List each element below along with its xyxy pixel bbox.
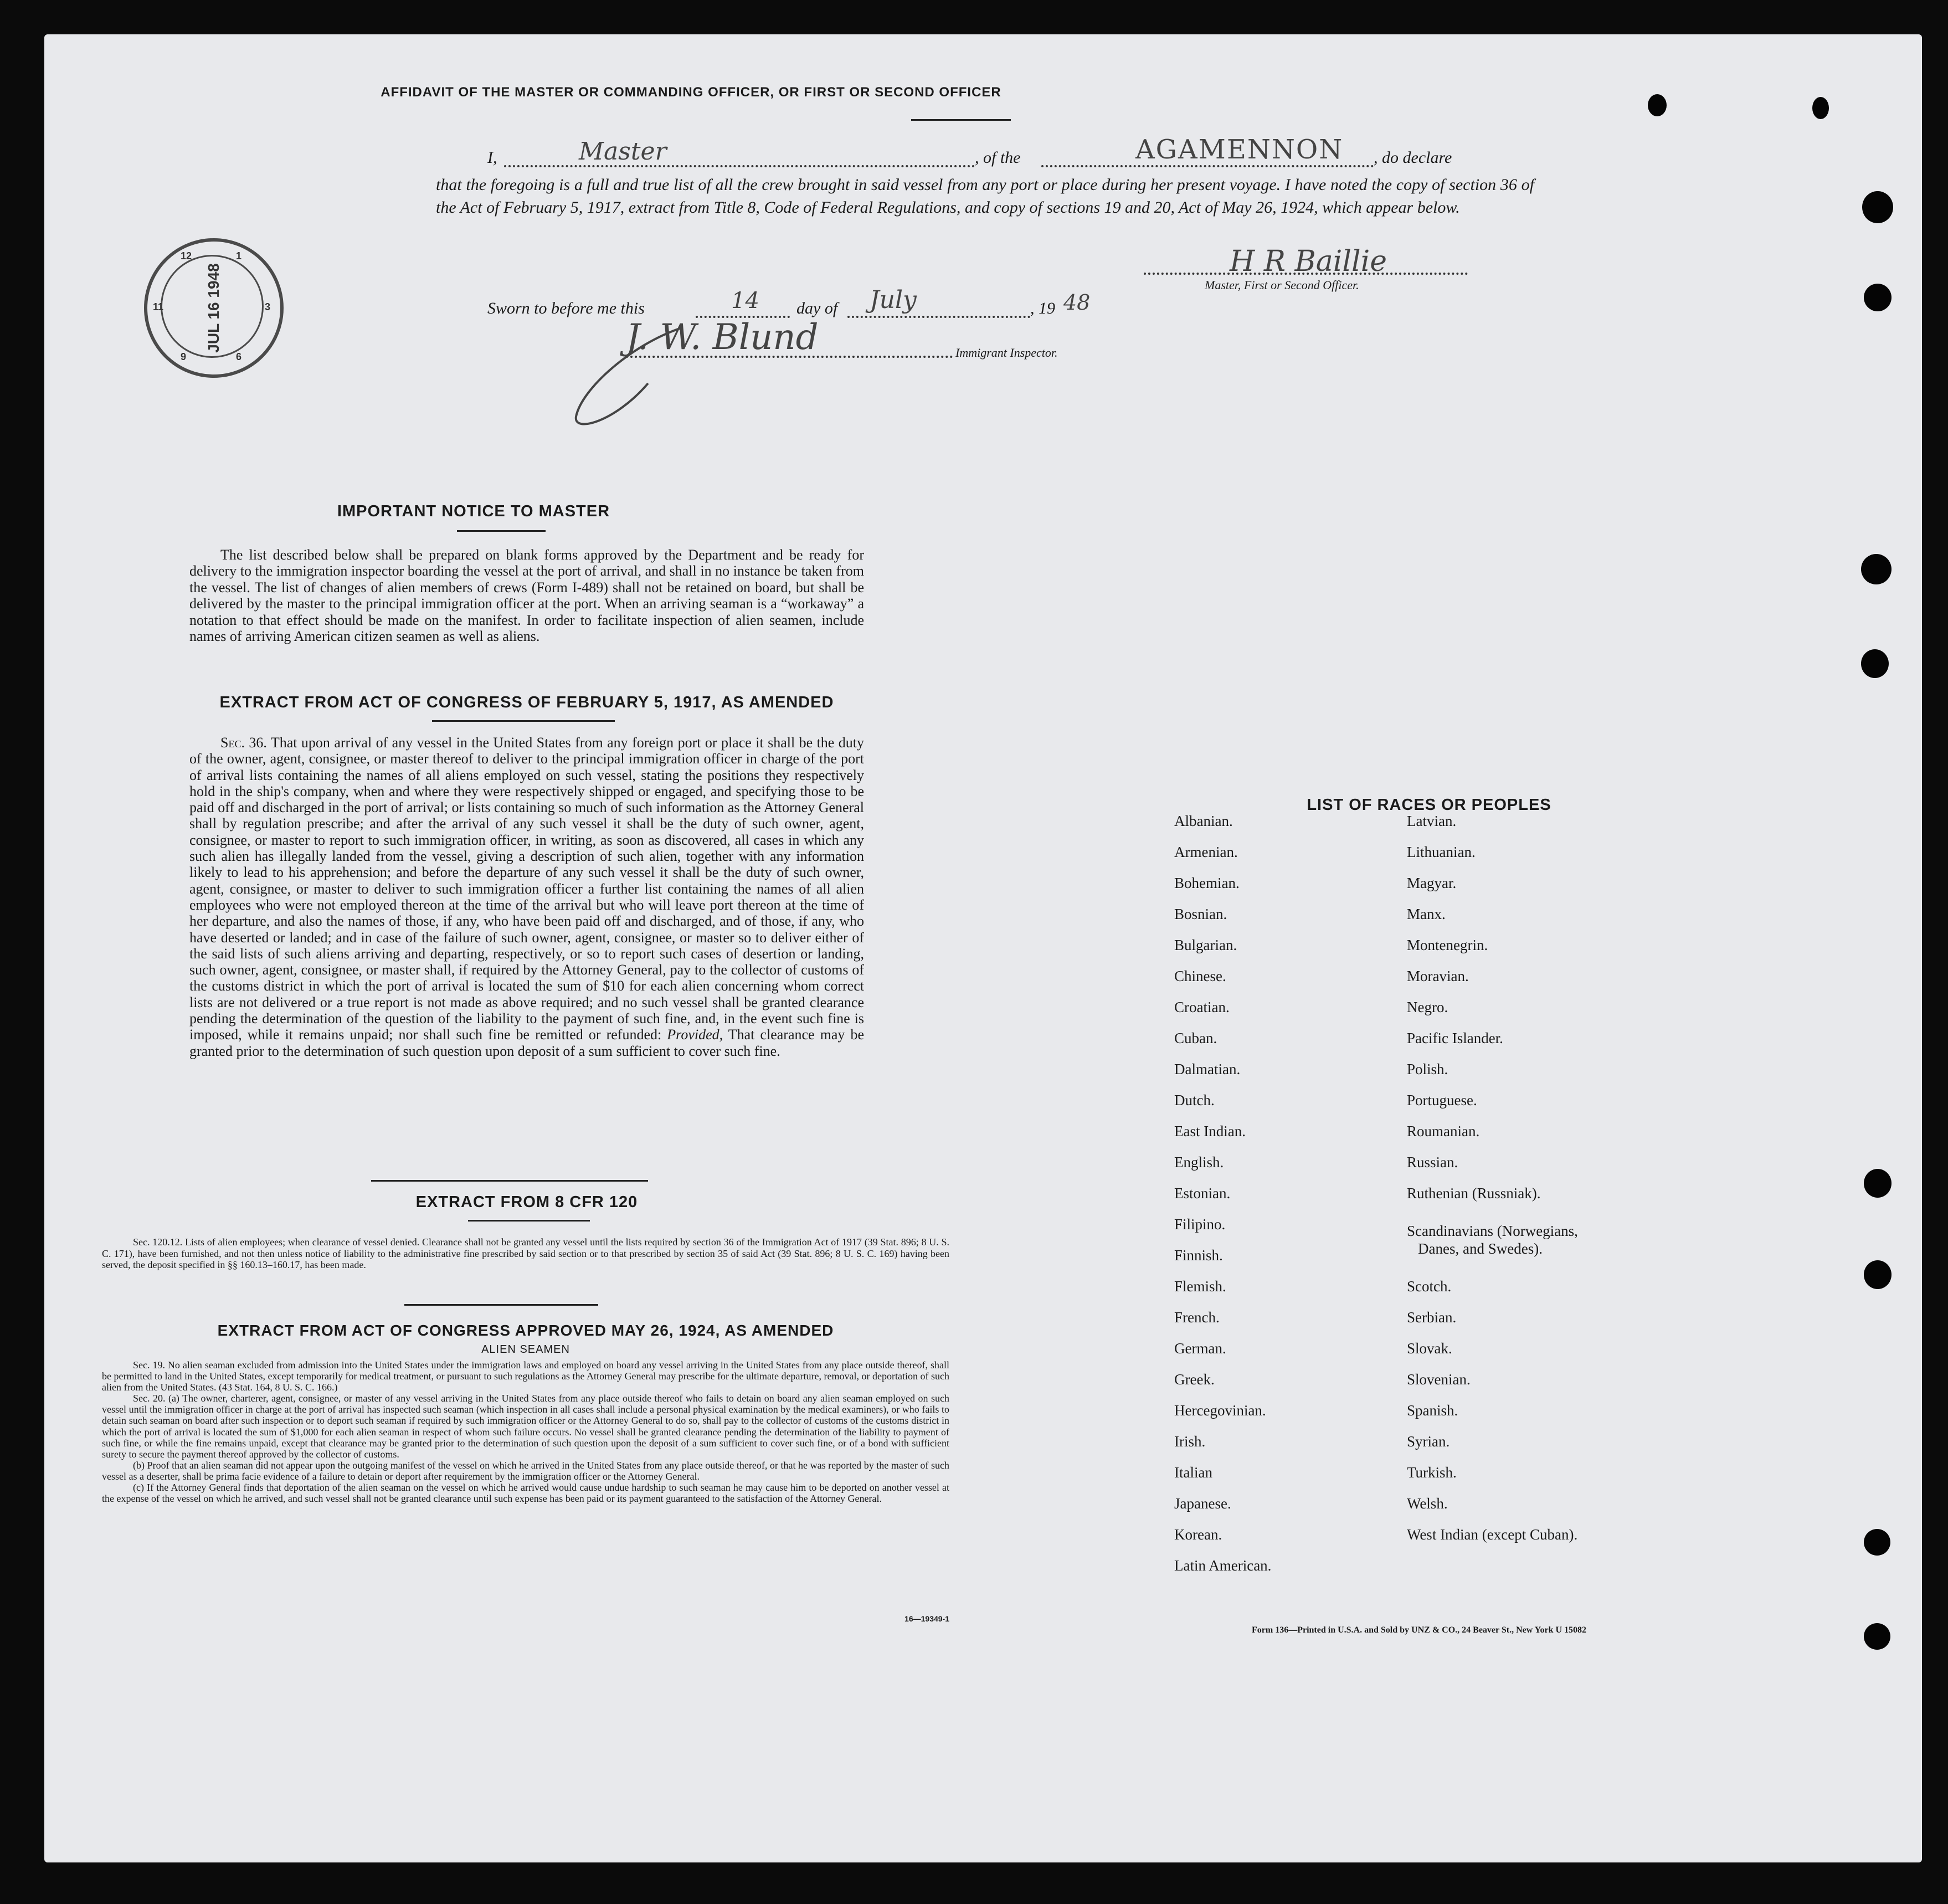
inspector-signature-flourish <box>565 322 698 433</box>
binder-hole <box>1648 94 1667 116</box>
race-item: Flemish. <box>1174 1278 1226 1295</box>
notice-text: The list described below shall be prepared on blank forms approved by the Department and be ready for delivery to the immigration inspector boarding the vessel at the port of arrival, and shall in no instance be taken from the vessel. The list of changes of alien members of crews (Form I-489) shall not be retained on board, but shall be delivered by the master to the principal immigration officer at the port. When an arriving seaman is a “workaway” a notation to that effect should be made on the manifest. In order to facilitate inspection of alien seamen, include names of arriving American citizen seamen as well as aliens. <box>189 547 864 645</box>
race-item: Pacific Islander. <box>1407 1030 1503 1046</box>
day-of-label: day of <box>796 299 838 317</box>
extract-cfr-title: EXTRACT FROM 8 CFR 120 <box>415 1193 638 1211</box>
vessel-name-handwriting: AGAMENNON <box>1135 134 1344 165</box>
binder-hole <box>1861 554 1892 584</box>
sec-20c-text: (c) If the Attorney General finds that deportation of the alien seaman on the vessel on which he arrived would cause undue hardship to such seaman he may cause him to be deported on another vessel at the expense of the vessel on which he arrived, and such vessel shall not be granted clearance until such expense has been paid or its payment guaranteed to the satisfaction of the Attorney General. <box>102 1482 949 1505</box>
sworn-label: Sworn to before me this <box>487 299 645 317</box>
binder-hole <box>1864 1623 1890 1650</box>
form-code: 16—19349-1 <box>904 1614 949 1623</box>
race-item: Irish. <box>1174 1433 1206 1450</box>
race-item: Scotch. <box>1407 1278 1452 1295</box>
officer-caption: Master, First or Second Officer. <box>1205 278 1359 292</box>
binder-hole <box>1812 97 1829 119</box>
notice-title-rule <box>457 530 546 532</box>
race-item: Danes, and Swedes). <box>1418 1240 1543 1257</box>
affidavit-title-rule <box>911 119 1011 121</box>
binder-hole <box>1862 191 1893 223</box>
race-item: Lithuanian. <box>1407 844 1476 860</box>
race-item: Albanian. <box>1174 813 1233 829</box>
race-item: Magyar. <box>1407 875 1457 891</box>
of-the-label: , of the <box>975 148 1021 167</box>
race-item: Dalmatian. <box>1174 1061 1241 1077</box>
race-item: Cuban. <box>1174 1030 1217 1046</box>
race-item: Armenian. <box>1174 844 1238 860</box>
affidavit-i-label: I, <box>487 148 497 167</box>
sworn-month-handwriting: July <box>870 286 917 314</box>
extract-1917-rule <box>432 720 615 722</box>
extract-1917-title: EXTRACT FROM ACT OF CONGRESS OF FEBRUARY 5, 1917, AS AMENDED <box>219 694 834 711</box>
binder-hole <box>1864 284 1892 311</box>
race-item: Estonian. <box>1174 1185 1231 1202</box>
stamp-date: JUL 16 1948 <box>205 263 222 353</box>
race-item: Slovak. <box>1407 1340 1452 1357</box>
binder-hole <box>1861 649 1889 678</box>
inspector-caption: Immigrant Inspector. <box>955 346 1058 360</box>
sworn-day-handwriting: 14 <box>731 288 759 314</box>
inspector-signature-handwriting: J. W. Blund <box>626 317 819 358</box>
proviso-word: Provided, <box>667 1027 723 1043</box>
inspection-date-stamp <box>144 238 284 378</box>
race-item: Welsh. <box>1407 1495 1448 1512</box>
races-right-column <box>1407 813 1717 1627</box>
notice-title: IMPORTANT NOTICE TO MASTER <box>337 502 610 520</box>
race-item: Greek. <box>1174 1371 1215 1388</box>
race-item: Bulgarian. <box>1174 937 1237 953</box>
do-declare-label: , do declare <box>1374 148 1452 167</box>
master-name-handwriting: Master <box>579 137 667 166</box>
race-item: Polish. <box>1407 1061 1448 1077</box>
race-item: Slovenian. <box>1407 1371 1471 1388</box>
race-item: Bohemian. <box>1174 875 1240 891</box>
binder-hole <box>1864 1260 1892 1289</box>
extract-1924-body <box>102 1359 949 1504</box>
sec-20b-text: (b) Proof that an alien seaman did not appear upon the outgoing manifest of the vessel on which he arrived in the United States from any place outside thereof, or that he was reported by the master of such vessel as a deserter, shall be prima facie evidence of a failure to detain or deport after requirement by the immigration officer or the Attorney General. <box>102 1459 949 1482</box>
stamp-number: 1 <box>236 250 242 261</box>
extract-1917-end-rule <box>371 1180 648 1182</box>
year-label: , 19 <box>1030 299 1055 317</box>
race-item: Japanese. <box>1174 1495 1231 1512</box>
race-item: Turkish. <box>1407 1464 1457 1481</box>
master-name-line <box>504 165 975 167</box>
affidavit-title: AFFIDAVIT OF THE MASTER OR COMMANDING OFFICER, OR FIRST OR SECOND OFFICER <box>381 85 1001 100</box>
race-item: East Indian. <box>1174 1123 1246 1140</box>
race-item: English. <box>1174 1154 1224 1171</box>
race-item: Syrian. <box>1407 1433 1450 1450</box>
stamp-number: 6 <box>236 351 242 362</box>
race-item: Roumanian. <box>1407 1123 1480 1140</box>
race-item: Filipino. <box>1174 1216 1226 1233</box>
document-page <box>44 34 1922 1862</box>
race-item: Korean. <box>1174 1526 1222 1543</box>
sec-36-body: That upon arrival of any vessel in the United States from any foreign port or place it shall be the duty of the owner, agent, consignee, or master thereof to deliver to the principal immigration officer in charge of the port of arrival lists containing the names of all aliens employed on such vessel, stating the positions they respectively hold in the ship's company, when and where they were respectively shipped or engaged, and specifying those to be paid off and discharged in the port of arrival; or lists containing so much of such information as the Attorney General shall by regulation prescribe; and after the arrival of any such vessel it shall be the duty of such owner, agent, consignee, or master to report to such immigration officer, in writing, as soon as discovered, all cases in which any such alien has illegally landed from the vessel, giving a description of such alien, together with any information likely to lead to his apprehension; and before the departure of any such vessel it shall be the duty of such owner, agent, consignee, or master to deliver to such immigration officer a further list containing the names of all alien employees who were not employed thereon at the time of the arrival but who will leave port thereon at the time of her departure, and also the names of those, if any, who have been paid off and discharged, and of those, if any, who have deserted or landed; and in case of the failure of such owner, agent, consignee, or master so to deliver either of the said lists of such aliens arriving and departing, respectively, or so to report such cases of desertion or landing, such owner, agent, consignee, or master shall, if required by the Attorney General, pay to the collector of customs of the customs district in which the port of arrival is located the sum of $10 for each alien concerning whom correct lists are not delivered or a true report is not made as above required; and no such vessel shall be granted clearance pending the determination of the question of the liability to the payment of such fine, and, in the event such fine is imposed, while it remains unpaid; nor shall such fine be remitted or refunded: <box>189 735 864 1043</box>
races-left-column <box>1169 813 1390 1627</box>
stamp-number: 11 <box>153 301 164 312</box>
stamp-number: 12 <box>181 250 192 261</box>
binder-hole <box>1864 1169 1892 1198</box>
stamp-number: 9 <box>181 351 187 362</box>
affidavit-body: that the foregoing is a full and true list of all the crew brought in said vessel from any port or place during her present voyage. I have noted the copy of section 36 of the Act of February 5, 1917, extract from Title 8, Code of Federal Regulations, and copy of sections 19 and 20, Act of May 26, 1924, which appear below. <box>436 176 1534 217</box>
race-item: Dutch. <box>1174 1092 1215 1108</box>
race-item: Latvian. <box>1407 813 1457 829</box>
race-item: Negro. <box>1407 999 1448 1015</box>
race-item: Chinese. <box>1174 968 1226 984</box>
extract-1924-subtitle: ALIEN SEAMEN <box>481 1343 570 1356</box>
race-item: Moravian. <box>1407 968 1469 984</box>
vessel-name-line <box>1041 165 1374 167</box>
extract-cfr-end-rule <box>404 1304 598 1306</box>
affidavit-line-1 <box>487 134 1534 173</box>
race-item: Italian <box>1174 1464 1212 1481</box>
extract-cfr-text: Sec. 120.12. Lists of alien employees; when clearance of vessel denied. Clearance shall not be granted any vessel until the lists required by section 36 of the Immigration Act of 1917 (39 Stat. 896; 8 U. S. C. 171), have been furnished, and not then unless notice of liability to the administrative fine prescribed by said section or to that prescribed by section 35 of said Act (39 Stat. 896; 8 U. S. C. 169) having been served, the deposit specified in §§ 160.13–160.17, has been made. <box>102 1236 949 1270</box>
extract-1917-text <box>189 735 864 1059</box>
race-item: Latin American. <box>1174 1557 1272 1574</box>
printer-footer: Form 136—Printed in U.S.A. and Sold by UNZ & CO., 24 Beaver St., New York U 15082 <box>1252 1625 1587 1635</box>
race-item: German. <box>1174 1340 1226 1357</box>
race-item: Manx. <box>1407 906 1446 922</box>
sec-19-text: Sec. 19. No alien seaman excluded from admission into the United States under the immigration laws and employed on board any vessel arriving in the United States from any place outside thereof, shall be permitted to land in the United States, except temporarily for medical treatment, or pursuant to such regulations as the Attorney General may prescribe for the ultimate departure, removal, or deportation of such alien from the United States. (43 Stat. 164, 8 U. S. C. 166.) <box>102 1359 949 1393</box>
race-item: French. <box>1174 1309 1220 1326</box>
races-title: LIST OF RACES OR PEOPLES <box>1307 796 1551 814</box>
officer-signature-handwriting: H R Baillie <box>1230 245 1387 278</box>
race-item: Spanish. <box>1407 1402 1458 1419</box>
sec-20a-text: Sec. 20. (a) The owner, charterer, agent, consignee, or master of any vessel arriving in the United States from any place outside thereof who fails to detain on board any alien seaman employed on such vessel until the immigration officer in charge at the port of arrival has inspected such seaman (which inspection in all cases shall include a personal physical examination by the medical examiners), or who fails to detain such seaman on board after such inspection or to deport such seaman if required by such immigration officer or the Attorney General to do so, shall pay to the collector of customs of the customs district in which the port of arrival is located the sum of $1,000 for each alien seaman in respect of whom such failure occurs. No vessel shall be granted clearance pending the determination of the liability to payment of such fine, or while the fine remains unpaid, except that clearance may be granted prior to the determination of such question upon the deposit of a sum sufficient to cover such fine, or of a bond with sufficient surety to secure the payment thereof approved by the collector of customs. <box>102 1393 949 1460</box>
race-item: Finnish. <box>1174 1247 1223 1264</box>
race-item: Serbian. <box>1407 1309 1457 1326</box>
year-handwriting: 48 <box>1063 290 1091 315</box>
race-item: Bosnian. <box>1174 906 1227 922</box>
race-item: Russian. <box>1407 1154 1458 1171</box>
race-item: Croatian. <box>1174 999 1230 1015</box>
extract-cfr-rule <box>468 1220 590 1222</box>
extract-1924-title: EXTRACT FROM ACT OF CONGRESS APPROVED MAY 26, 1924, AS AMENDED <box>217 1322 834 1339</box>
stamp-number: 3 <box>265 301 271 312</box>
sec-36-proviso: That clearance may be granted prior to the determination of such question upon deposit of a sum sufficient to cover such fine. <box>189 1027 865 1059</box>
race-item: West Indian (except Cuban). <box>1407 1526 1578 1543</box>
race-item: Scandinavians (Norwegians, <box>1407 1223 1578 1239</box>
race-item: Portuguese. <box>1407 1092 1477 1108</box>
race-item: Ruthenian (Russniak). <box>1407 1185 1541 1202</box>
sworn-month-line <box>847 316 1030 318</box>
race-item: Montenegrin. <box>1407 937 1488 953</box>
binder-hole <box>1864 1529 1890 1556</box>
race-item: Hercegovinian. <box>1174 1402 1266 1419</box>
sec-36-label: Sec. 36. <box>220 735 267 751</box>
